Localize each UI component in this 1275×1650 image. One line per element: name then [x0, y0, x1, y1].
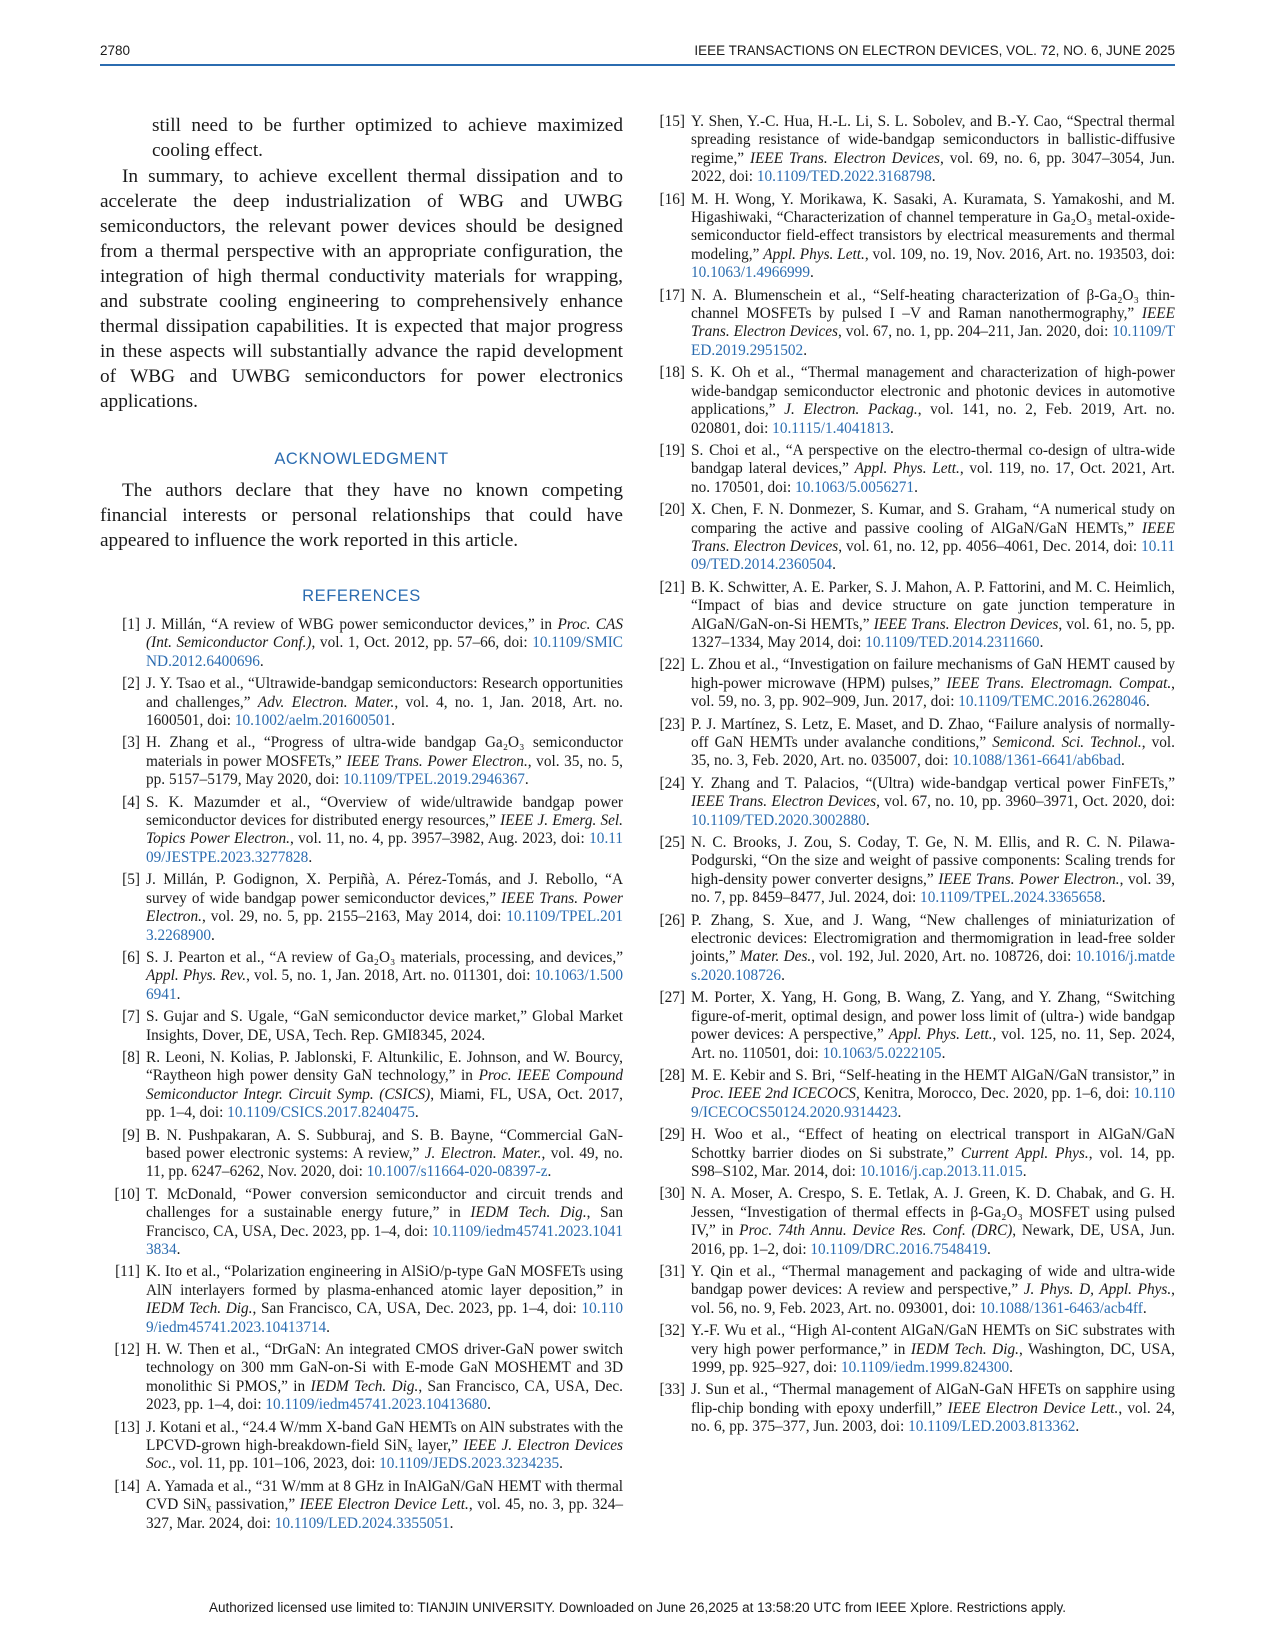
- reference-text: [691, 1126, 1175, 1181]
- reference-end: .: [211, 926, 215, 944]
- reference-doi-link[interactable]: 10.1109/iedm.1999.824300: [841, 1359, 1010, 1376]
- reference-item: [653, 656, 1175, 711]
- reference-text: [691, 716, 1175, 771]
- reference-number: [14]: [114, 1477, 140, 1495]
- reference-authors-title: J. Y. Tsao et al., “Ultrawide-bandgap semiconductors: Research opportunities and challenges,”: [146, 675, 623, 711]
- reference-text: [691, 775, 1175, 830]
- reference-doi-link[interactable]: 10.1109/TED.2020.3002880: [691, 811, 866, 829]
- reference-text: [691, 834, 1175, 908]
- reference-details: , vol. 35, no. 5, pp. 5157–5179, May 2020, doi:: [146, 752, 623, 789]
- reference-number: [9]: [122, 1126, 140, 1144]
- reference-venue: IEDM Tech. Dig.: [310, 1377, 419, 1395]
- reference-item: [653, 287, 1175, 361]
- reference-end: .: [941, 1044, 946, 1062]
- reference-number: [24]: [659, 774, 685, 792]
- reference-doi-link[interactable]: 10.1109/LED.2024.3355051: [274, 1514, 450, 1532]
- reference-venue: IEEE Trans. Electron Devices: [691, 793, 877, 811]
- reference-venue: IEEE Trans. Electron Devices: [873, 615, 1059, 633]
- reference-venue: IEEE Trans. Electron Devices: [749, 149, 940, 167]
- reference-number: [33]: [659, 1381, 685, 1399]
- page-header: [100, 40, 1175, 66]
- reference-end: .: [931, 168, 936, 186]
- reference-venue: Mater. Des.: [739, 948, 812, 966]
- reference-text: [146, 1263, 623, 1337]
- reference-doi-link[interactable]: 10.1109/LED.2003.813362: [908, 1418, 1076, 1436]
- reference-venue: IEEE Electron Device Lett.: [947, 1399, 1119, 1417]
- reference-text: [691, 1263, 1175, 1318]
- reference-number: [28]: [659, 1066, 685, 1084]
- reference-number: [29]: [659, 1126, 685, 1144]
- reference-authors-title: M. Porter, X. Yang, H. Gong, B. Wang, Z. Yang, and Y. Zhang, “Switching figure-of-merit, optimal design, and power loss limit of (ultra-) wide bandgap power devices: A perspective,”: [691, 989, 1175, 1044]
- reference-number: [19]: [659, 441, 685, 459]
- reference-details: , vol. 61, no. 12, pp. 4056–4061, Dec. 2014, doi:: [838, 537, 1142, 555]
- reference-item: [653, 716, 1175, 771]
- reference-item: [100, 949, 623, 1004]
- continuation-paragraph: still need to be further optimized to achieve maximized cooling effect.: [152, 115, 623, 161]
- reference-details: , vol. 69, no. 6, pp. 3047–3054, Jun. 2022, doi:: [691, 149, 1175, 186]
- reference-item: [653, 834, 1175, 908]
- reference-details: , Washington, DC, USA, 1999, pp. 925–927, doi:: [691, 1340, 1175, 1376]
- reference-end: .: [914, 478, 918, 496]
- reference-item: [653, 912, 1175, 986]
- reference-item: [100, 1478, 623, 1533]
- reference-details: , vol. 192, Jul. 2020, Art. no. 108726, doi:: [811, 948, 1076, 966]
- reference-doi-link[interactable]: 10.1109/JEDS.2023.3234235: [379, 1455, 560, 1473]
- reference-doi-link[interactable]: 10.1088/1361-6641/ab6bad: [952, 752, 1121, 770]
- reference-item: [653, 1126, 1175, 1181]
- reference-venue: Semicond. Sci. Technol.: [992, 734, 1142, 751]
- reference-venue: IEEE J. Electron Devices Soc.: [146, 1437, 623, 1473]
- reference-venue: IEEE Trans. Power Electron.: [146, 889, 623, 926]
- reference-venue: Appl. Phys. Lett.: [763, 245, 865, 263]
- reference-venue: Appl. Phys. Lett.: [888, 1026, 993, 1044]
- reference-authors-title: J. Millán, “A review of WBG power semiconductor devices,” in: [146, 616, 558, 633]
- reference-item: [100, 1419, 623, 1474]
- reference-authors-title: J. Millán, P. Godignon, X. Perpiñà, A. Pérez-Tomás, and J. Rebollo, “A survey of wide bandgap power semiconductor devices,”: [146, 871, 623, 907]
- reference-text: [691, 1185, 1175, 1259]
- reference-doi-link[interactable]: 10.1109/TPEL.2019.2946367: [343, 771, 525, 789]
- reference-authors-title: N. A. Blumenschein et al., “Self-heating characterization of β-Ga₂O₃ thin-channel MOSFETs by pulsed I –V and Raman nanothermography,”: [691, 286, 1175, 323]
- reference-authors-title: S. K. Oh et al., “Thermal management and characterization of high-power wide-bandgap semiconductor electronic and photonic devices in automotive applications,”: [691, 364, 1175, 419]
- reference-number: [21]: [659, 578, 685, 596]
- reference-details: , vol. 67, no. 10, pp. 3960–3971, Oct. 2020, doi:: [876, 793, 1175, 811]
- reference-venue: Appl. Phys. Lett.: [854, 460, 960, 478]
- reference-end: .: [897, 1103, 902, 1121]
- reference-end: .: [259, 652, 264, 670]
- reference-text: [691, 1381, 1175, 1436]
- reference-number: [2]: [122, 675, 140, 693]
- reference-text: [146, 949, 623, 1004]
- reference-authors-title: N. C. Brooks, J. Zou, S. Coday, T. Ge, N. M. Ellis, and R. C. N. Pilawa-Podgurski, “On the size and weight of passive components: Scaling trends for high-density power converter designs,”: [691, 834, 1175, 888]
- reference-item: [100, 1008, 623, 1045]
- reference-doi-link[interactable]: 10.1063/5.0056271: [795, 478, 915, 496]
- reference-details: , vol. 14, pp. S98–S102, Mar. 2014, doi:: [691, 1144, 1175, 1180]
- right-column: [653, 113, 1175, 1441]
- left-column: [100, 113, 623, 1537]
- reference-end: .: [176, 1241, 181, 1258]
- reference-item: [653, 1381, 1175, 1436]
- reference-venue: IEDM Tech. Dig.: [146, 1300, 253, 1318]
- reference-authors-title: X. Chen, F. N. Donmezer, S. Kumar, and S. Graham, “A numerical study on comparing the active and passive cooling of AlGaN/GaN HEMTs,”: [691, 501, 1175, 537]
- reference-number: [3]: [122, 734, 140, 752]
- reference-authors-title: S. Choi et al., “A perspective on the electro-thermal co-design of ultra-wide bandgap lateral devices,”: [691, 441, 1175, 478]
- reference-end: .: [1145, 693, 1150, 711]
- reference-item: [653, 989, 1175, 1063]
- reference-text: [691, 364, 1175, 438]
- reference-text: [146, 1127, 623, 1182]
- reference-item: [653, 442, 1175, 497]
- reference-end: .: [865, 811, 870, 829]
- reference-venue: Adv. Electron. Mater.: [257, 693, 395, 711]
- reference-text: [691, 656, 1175, 711]
- reference-authors-title: Y. Qin et al., “Thermal management and packaging of wide and ultra-wide bandgap power devices: A review and perspective,”: [691, 1262, 1175, 1299]
- reference-venue: IEEE Trans. Power Electron.: [938, 870, 1120, 888]
- reference-authors-title: Y.-F. Wu et al., “High Al-content AlGaN/GaN HEMTs on SiC substrates with very high power performance,” in: [691, 1322, 1175, 1358]
- reference-text: [146, 616, 623, 671]
- reference-number: [25]: [659, 834, 685, 852]
- reference-number: [20]: [659, 501, 685, 519]
- reference-doi-link[interactable]: 10.1109/JESTPE.2023.3277828: [146, 830, 623, 866]
- reference-end: .: [487, 1396, 491, 1414]
- reference-details: , vol. 45, no. 3, pp. 324–327, Mar. 2024, doi:: [146, 1496, 623, 1532]
- reference-text: [146, 734, 623, 789]
- reference-doi-link[interactable]: 10.1115/1.4041813: [772, 419, 891, 437]
- reference-number: [23]: [659, 715, 685, 733]
- reference-details: , vol. 5, no. 1, Jan. 2018, Art. no. 011301, doi:: [246, 967, 535, 985]
- reference-venue: Proc. 74th Annu. Device Res. Conf. (DRC): [739, 1222, 1013, 1240]
- reference-item: [100, 1127, 623, 1182]
- reference-doi-link[interactable]: 10.1109/TED.2022.3168798: [756, 168, 932, 186]
- reference-venue: J. Electron. Mater.: [424, 1144, 542, 1162]
- reference-item: [653, 1185, 1175, 1259]
- reference-details: , vol. 49, no. 11, pp. 6247–6262, Nov. 2020, doi:: [146, 1144, 624, 1181]
- reference-venue: IEDM Tech. Dig.: [470, 1204, 587, 1222]
- reference-authors-title: J. Kotani et al., “24.4 W/mm X-band GaN HEMTs on AlN substrates with the LPCVD-grown high-breakdown-field SiNₓ layer,”: [146, 1418, 623, 1455]
- reference-details: , vol. 109, no. 19, Nov. 2016, Art. no. 193503, doi:: [864, 245, 1175, 263]
- reference-text: [691, 191, 1175, 283]
- reference-details: , vol. 125, no. 11, Sep. 2024, Art. no. 110501, doi:: [691, 1026, 1175, 1062]
- reference-end: .: [414, 1104, 419, 1122]
- reference-item: [653, 364, 1175, 438]
- reference-item: [100, 794, 623, 868]
- reference-venue: IEEE Trans. Electromagn. Compat.: [946, 674, 1172, 692]
- reference-doi-link[interactable]: 10.1109/ICECOCS50124.2020.9314423: [691, 1085, 1175, 1121]
- reference-end: .: [176, 985, 181, 1003]
- reference-text: [691, 287, 1175, 361]
- acknowledgment-paragraph: The authors declare that they have no known competing financial interests or personal relationships that could have appeared to influence the work reported in this article.: [100, 480, 623, 551]
- reference-end: .: [524, 771, 529, 789]
- reference-number: [32]: [659, 1322, 685, 1340]
- reference-end: .: [1039, 633, 1044, 651]
- reference-venue: Proc. IEEE Compound Semiconductor Integr. Circuit Symp. (CSICS): [146, 1067, 624, 1103]
- reference-authors-title: Y. Zhang and T. Palacios, “(Ultra) wide-bandgap vertical power FinFETs,”: [691, 774, 1175, 792]
- reference-item: [653, 113, 1175, 187]
- reference-text: [691, 501, 1175, 575]
- reference-end: .: [832, 556, 836, 574]
- reference-details: , vol. 29, no. 5, pp. 2155–2163, May 2014, doi:: [201, 908, 507, 926]
- reference-authors-title: B. N. Pushpakaran, A. S. Subburaj, and S. B. Bayne, “Commercial GaN-based power electronic systems: A review,”: [146, 1126, 623, 1162]
- summary-paragraph: In summary, to achieve excellent thermal dissipation and to accelerate the deep industrialization of WBG and UWBG semiconductors, the relevant power devices should be designed from a thermal perspective with an appropriate configuration, the integration of high thermal conductivity materials for wrapping, and substrate cooling engineering to comprehensively enhance thermal dissipation capabilities. It is expected that major progress in these aspects will substantially advance the rapid development of WBG and UWBG semiconductors for power electronics applications.: [100, 166, 623, 412]
- reference-number: [1]: [122, 616, 140, 633]
- reference-end: .: [1121, 752, 1125, 770]
- reference-number: [18]: [659, 364, 685, 382]
- reference-item: [100, 616, 623, 671]
- reference-doi-link[interactable]: 10.1109/TED.2019.2951502: [691, 323, 1175, 359]
- reference-authors-title: S. Gujar and S. Ugale, “GaN semiconductor device market,” Global Market Insights, Dover, DE, USA, Tech. Rep. GMI8345, 2024.: [146, 1008, 623, 1044]
- reference-text: [691, 1067, 1175, 1122]
- page-number: 2780: [100, 43, 131, 58]
- reference-venue: IEDM Tech. Dig.: [910, 1340, 1019, 1358]
- reference-text: [146, 1008, 623, 1045]
- reference-details: , vol. 35, no. 3, Feb. 2020, Art. no. 035007, doi:: [691, 734, 1175, 770]
- reference-venue: IEEE Trans. Power Electron.: [346, 752, 528, 770]
- reference-details: , San Francisco, CA, USA, Dec. 2023, pp. 1–4, doi:: [252, 1300, 582, 1318]
- reference-item: [653, 579, 1175, 653]
- reference-authors-title: S. J. Pearton et al., “A review of Ga₂O₃ materials, processing, and devices,”: [146, 948, 623, 966]
- license-footer: Authorized licensed use limited to: TIANJIN UNIVERSITY. Downloaded on June 26,2025 at 13:58:20 UTC from IEEE Xplore. Restrictions apply.: [209, 1600, 1066, 1615]
- reference-text: [691, 113, 1175, 187]
- reference-authors-title: H. Woo et al., “Effect of heating on electrical transport in AlGaN/GaN Schottky barrier diodes on Si substrate,”: [691, 1126, 1175, 1162]
- reference-details: , vol. 39, no. 7, pp. 8459–8477, Jul. 2024, doi:: [691, 870, 1175, 907]
- reference-details: , Newark, DE, USA, Jun. 2016, pp. 1–2, doi:: [691, 1222, 1175, 1258]
- reference-doi-link[interactable]: 10.1016/j.cap.2013.11.015: [859, 1162, 1023, 1180]
- reference-details: , vol. 24, no. 6, pp. 375–377, Jun. 2003, doi:: [691, 1399, 1175, 1436]
- reference-authors-title: P. J. Martínez, S. Letz, E. Maset, and D. Zhao, “Failure analysis of normally-off GaN HEMTs under avalanche conditions,”: [691, 715, 1175, 751]
- reference-doi-link[interactable]: 10.1109/TEMC.2016.2628046: [958, 693, 1146, 711]
- reference-doi-link[interactable]: 10.1016/j.matdes.2020.108726: [691, 948, 1176, 984]
- reference-item: [653, 775, 1175, 830]
- reference-item: [100, 1341, 623, 1415]
- reference-end: .: [1142, 1299, 1147, 1317]
- reference-authors-title: J. Sun et al., “Thermal management of AlGaN-GaN HFETs on sapphire using flip-chip bonding with epoxy underfill,”: [691, 1381, 1175, 1417]
- reference-item: [653, 191, 1175, 283]
- reference-list-left: [100, 616, 623, 1533]
- reference-venue: J. Electron. Packag.: [784, 401, 918, 419]
- reference-venue: Proc. CAS (Int. Semiconductor Conf.): [146, 616, 624, 652]
- reference-end: .: [803, 341, 808, 359]
- reference-doi-link[interactable]: 10.1109/DRC.2016.7548419: [810, 1240, 988, 1258]
- reference-details: , vol. 59, no. 3, pp. 902–909, Jun. 2017, doi:: [691, 674, 1175, 711]
- reference-item: [100, 734, 623, 789]
- reference-item: [100, 1049, 623, 1123]
- reference-item: [100, 675, 623, 730]
- reference-end: .: [326, 1318, 330, 1336]
- reference-end: .: [547, 1163, 552, 1181]
- reference-authors-title: M. E. Kebir and S. Bri, “Self-heating in the HEMT AlGaN/GaN transistor,” in: [691, 1066, 1175, 1084]
- reference-number: [11]: [115, 1263, 140, 1281]
- reference-item: [100, 871, 623, 945]
- reference-details: , Miami, FL, USA, Oct. 2017, pp. 1–4, doi:: [146, 1085, 623, 1122]
- reference-end: .: [308, 848, 313, 866]
- reference-details: , vol. 4, no. 1, Jan. 2018, Art. no. 1600501, doi:: [146, 693, 624, 730]
- reference-number: [13]: [114, 1418, 140, 1436]
- reference-authors-title: N. A. Moser, A. Crespo, S. E. Tetlak, A. J. Green, K. D. Chabak, and G. H. Jessen, “Investigation of thermal effects in β-Ga₂O₃ MOSFET using pulsed IV,” in: [691, 1185, 1175, 1240]
- reference-venue: IEEE Electron Device Lett.: [299, 1496, 469, 1514]
- acknowledgment-heading: ACKNOWLEDGMENT: [274, 450, 449, 468]
- reference-number: [22]: [659, 656, 685, 674]
- reference-number: [27]: [659, 989, 685, 1007]
- reference-doi-link[interactable]: 10.1109/TPEL.2013.2268900: [146, 908, 623, 944]
- reference-details: , vol. 119, no. 17, Oct. 2021, Art. no. 170501, doi:: [691, 460, 1176, 496]
- reference-doi-link[interactable]: 10.1063/5.0222105: [822, 1044, 942, 1062]
- reference-authors-title: H. Zhang et al., “Progress of ultra-wide bandgap Ga₂O₃ semiconductor materials in power MOSFETs,”: [146, 734, 623, 770]
- reference-text: [146, 1186, 623, 1260]
- reference-text: [146, 1341, 623, 1415]
- reference-number: [7]: [122, 1008, 140, 1026]
- reference-end: .: [890, 419, 894, 437]
- reference-details: , San Francisco, CA, USA, Dec. 2023, pp. 1–4, doi:: [146, 1204, 623, 1240]
- reference-authors-title: H. W. Then et al., “DrGaN: An integrated CMOS driver-GaN power switch technology on 300 mm GaN-on-Si with E-mode GaN MOSHEMT and 3D monolithic Si PMOS,” in: [146, 1341, 623, 1395]
- reference-doi-link[interactable]: 10.1088/1361-6463/acb4ff: [979, 1299, 1143, 1317]
- reference-text: [146, 675, 623, 730]
- reference-text: [146, 1478, 623, 1533]
- journal-title: IEEE TRANSACTIONS ON ELECTRON DEVICES, VOL. 72, NO. 6, JUNE 2025: [694, 43, 1175, 58]
- reference-details: , vol. 11, no. 4, pp. 3957–3982, Aug. 2023, doi:: [289, 830, 590, 848]
- reference-doi-link[interactable]: 10.1109/CSICS.2017.8240475: [227, 1104, 415, 1122]
- reference-authors-title: Y. Shen, Y.-C. Hua, H.-L. Li, S. L. Sobolev, and B.-Y. Cao, “Spectral thermal spreading resistance of wide-bandgap semiconductors in ballistic-diffusive regime,”: [691, 113, 1175, 167]
- reference-authors-title: B. K. Schwitter, A. E. Parker, S. J. Mahon, A. P. Fattorini, and M. C. Heimlich, “Impact of bias and device structure on gate junction temperature in AlGaN/GaN-on-Si HEMTs,”: [691, 578, 1175, 633]
- reference-doi-link[interactable]: 10.1063/1.5006941: [146, 967, 623, 1003]
- reference-authors-title: T. McDonald, “Power conversion semiconductor and circuit trends and challenges for a sustainable energy future,” in: [146, 1185, 623, 1222]
- reference-details: , vol. 56, no. 9, Feb. 2023, Art. no. 093001, doi:: [691, 1281, 1175, 1317]
- reference-doi-link[interactable]: 10.1109/iedm45741.2023.10413834: [146, 1222, 624, 1258]
- reference-item: [653, 1322, 1175, 1377]
- reference-number: [4]: [122, 793, 140, 811]
- reference-doi-link[interactable]: 10.1063/1.4966999: [691, 264, 810, 282]
- reference-text: [691, 1322, 1175, 1377]
- reference-end: .: [809, 264, 814, 282]
- reference-item: [653, 1263, 1175, 1318]
- reference-number: [26]: [659, 911, 685, 929]
- reference-number: [17]: [659, 286, 685, 304]
- reference-text: [691, 442, 1175, 497]
- reference-end: .: [1075, 1418, 1080, 1436]
- reference-authors-title: R. Leoni, N. Kolias, P. Jablonski, F. Altunkilic, E. Johnson, and W. Bourcy, “Raytheon high power density GaN technology,” in: [146, 1048, 623, 1085]
- reference-details: , San Francisco, CA, USA, Dec. 2023, pp. 1–4, doi:: [146, 1377, 623, 1414]
- reference-details: , vol. 141, no. 2, Feb. 2019, Art. no. 020801, doi:: [691, 401, 1175, 437]
- reference-number: [31]: [659, 1262, 685, 1280]
- reference-text: [691, 579, 1175, 653]
- reference-item: [653, 1067, 1175, 1122]
- reference-doi-link[interactable]: 10.1109/TPEL.2024.3365658: [920, 889, 1102, 907]
- reference-doi-link[interactable]: 10.1109/SMICND.2012.6400696: [146, 634, 623, 670]
- reference-doi-link[interactable]: 10.1109/iedm45741.2023.10413714: [146, 1300, 623, 1336]
- reference-doi-link[interactable]: 10.1007/s11664-020-08397-z: [366, 1163, 548, 1181]
- reference-details: , vol. 67, no. 1, pp. 204–211, Jan. 2020, doi:: [838, 323, 1113, 341]
- reference-details: , vol. 1, Oct. 2012, pp. 57–66, doi:: [311, 634, 533, 652]
- reference-venue: Proc. IEEE 2nd ICECOCS: [691, 1085, 856, 1103]
- reference-end: .: [1022, 1162, 1027, 1180]
- reference-venue: Current Appl. Phys.: [960, 1144, 1089, 1162]
- reference-doi-link[interactable]: 10.1109/TED.2014.2311660: [865, 633, 1040, 651]
- reference-text: [146, 794, 623, 868]
- reference-item: [653, 501, 1175, 575]
- reference-end: .: [987, 1240, 991, 1258]
- references-heading: REFERENCES: [302, 587, 421, 605]
- reference-number: [5]: [122, 871, 140, 889]
- reference-number: [6]: [122, 948, 140, 966]
- reference-end: .: [391, 712, 395, 730]
- reference-details: , vol. 61, no. 5, pp. 1327–1334, May 2014, doi:: [691, 615, 1175, 651]
- reference-venue: IEEE Trans. Electron Devices: [691, 519, 1175, 555]
- reference-end: .: [1101, 889, 1106, 907]
- reference-text: [146, 1419, 623, 1474]
- reference-end: .: [1009, 1359, 1013, 1376]
- reference-text: [691, 912, 1175, 986]
- reference-venue: IEEE J. Emerg. Sel. Topics Power Electron.: [146, 812, 623, 848]
- reference-list-right: [653, 113, 1175, 1437]
- reference-authors-title: M. H. Wong, Y. Morikawa, K. Sasaki, A. Kuramata, S. Yamakoshi, and M. Higashiwaki, “Characterization of channel temperature in Ga₂O₃ metal-oxide-semiconductor field-effect transistors by electrical measurements and thermal modeling,”: [691, 190, 1175, 263]
- reference-details: , vol. 11, pp. 101–106, 2023, doi:: [171, 1455, 380, 1473]
- reference-text: [146, 1049, 623, 1123]
- reference-authors-title: A. Yamada et al., “31 W/mm at 8 GHz in InAlGaN/GaN HEMT with thermal CVD SiNₓ passivation,”: [146, 1477, 623, 1514]
- reference-doi-link[interactable]: 10.1002/aelm.201600501: [234, 712, 392, 730]
- reference-item: [100, 1263, 623, 1337]
- reference-text: [691, 989, 1175, 1063]
- reference-number: [8]: [122, 1048, 140, 1066]
- reference-number: [16]: [659, 190, 685, 208]
- reference-authors-title: P. Zhang, S. Xue, and J. Wang, “New challenges of miniaturization of electronic devices: Electromigration and thermomigration in lead-free solder joints,”: [691, 911, 1175, 966]
- reference-authors-title: S. K. Mazumder et al., “Overview of wide/ultrawide bandgap power semiconductor devices for distributed energy resources,”: [146, 793, 623, 830]
- reference-number: [15]: [659, 113, 685, 130]
- reference-venue: J. Phys. D, Appl. Phys.: [1023, 1281, 1172, 1299]
- reference-end: .: [449, 1514, 454, 1532]
- reference-doi-link[interactable]: 10.1109/iedm45741.2023.10413680: [265, 1396, 488, 1414]
- reference-details: , Kenitra, Morocco, Dec. 2020, pp. 1–6, doi:: [855, 1085, 1134, 1103]
- reference-end: .: [559, 1455, 563, 1473]
- reference-number: [30]: [659, 1185, 685, 1203]
- reference-authors-title: L. Zhou et al., “Investigation on failure mechanisms of GaN HEMT caused by high-power microwave (HPM) pulses,”: [691, 656, 1175, 692]
- reference-venue: Appl. Phys. Rev.: [146, 967, 247, 985]
- reference-end: .: [781, 966, 785, 984]
- reference-text: [146, 871, 623, 945]
- reference-venue: IEEE Trans. Electron Devices: [691, 305, 1175, 341]
- reference-number: [10]: [114, 1185, 140, 1203]
- reference-authors-title: K. Ito et al., “Polarization engineering in AlSiO/p-type GaN MOSFETs using AlN interlayers formed by plasma-enhanced atomic layer deposition,” in: [146, 1263, 623, 1299]
- reference-doi-link[interactable]: 10.1109/TED.2014.2360504: [691, 537, 1176, 574]
- reference-item: [100, 1186, 623, 1260]
- reference-number: [12]: [114, 1341, 140, 1359]
